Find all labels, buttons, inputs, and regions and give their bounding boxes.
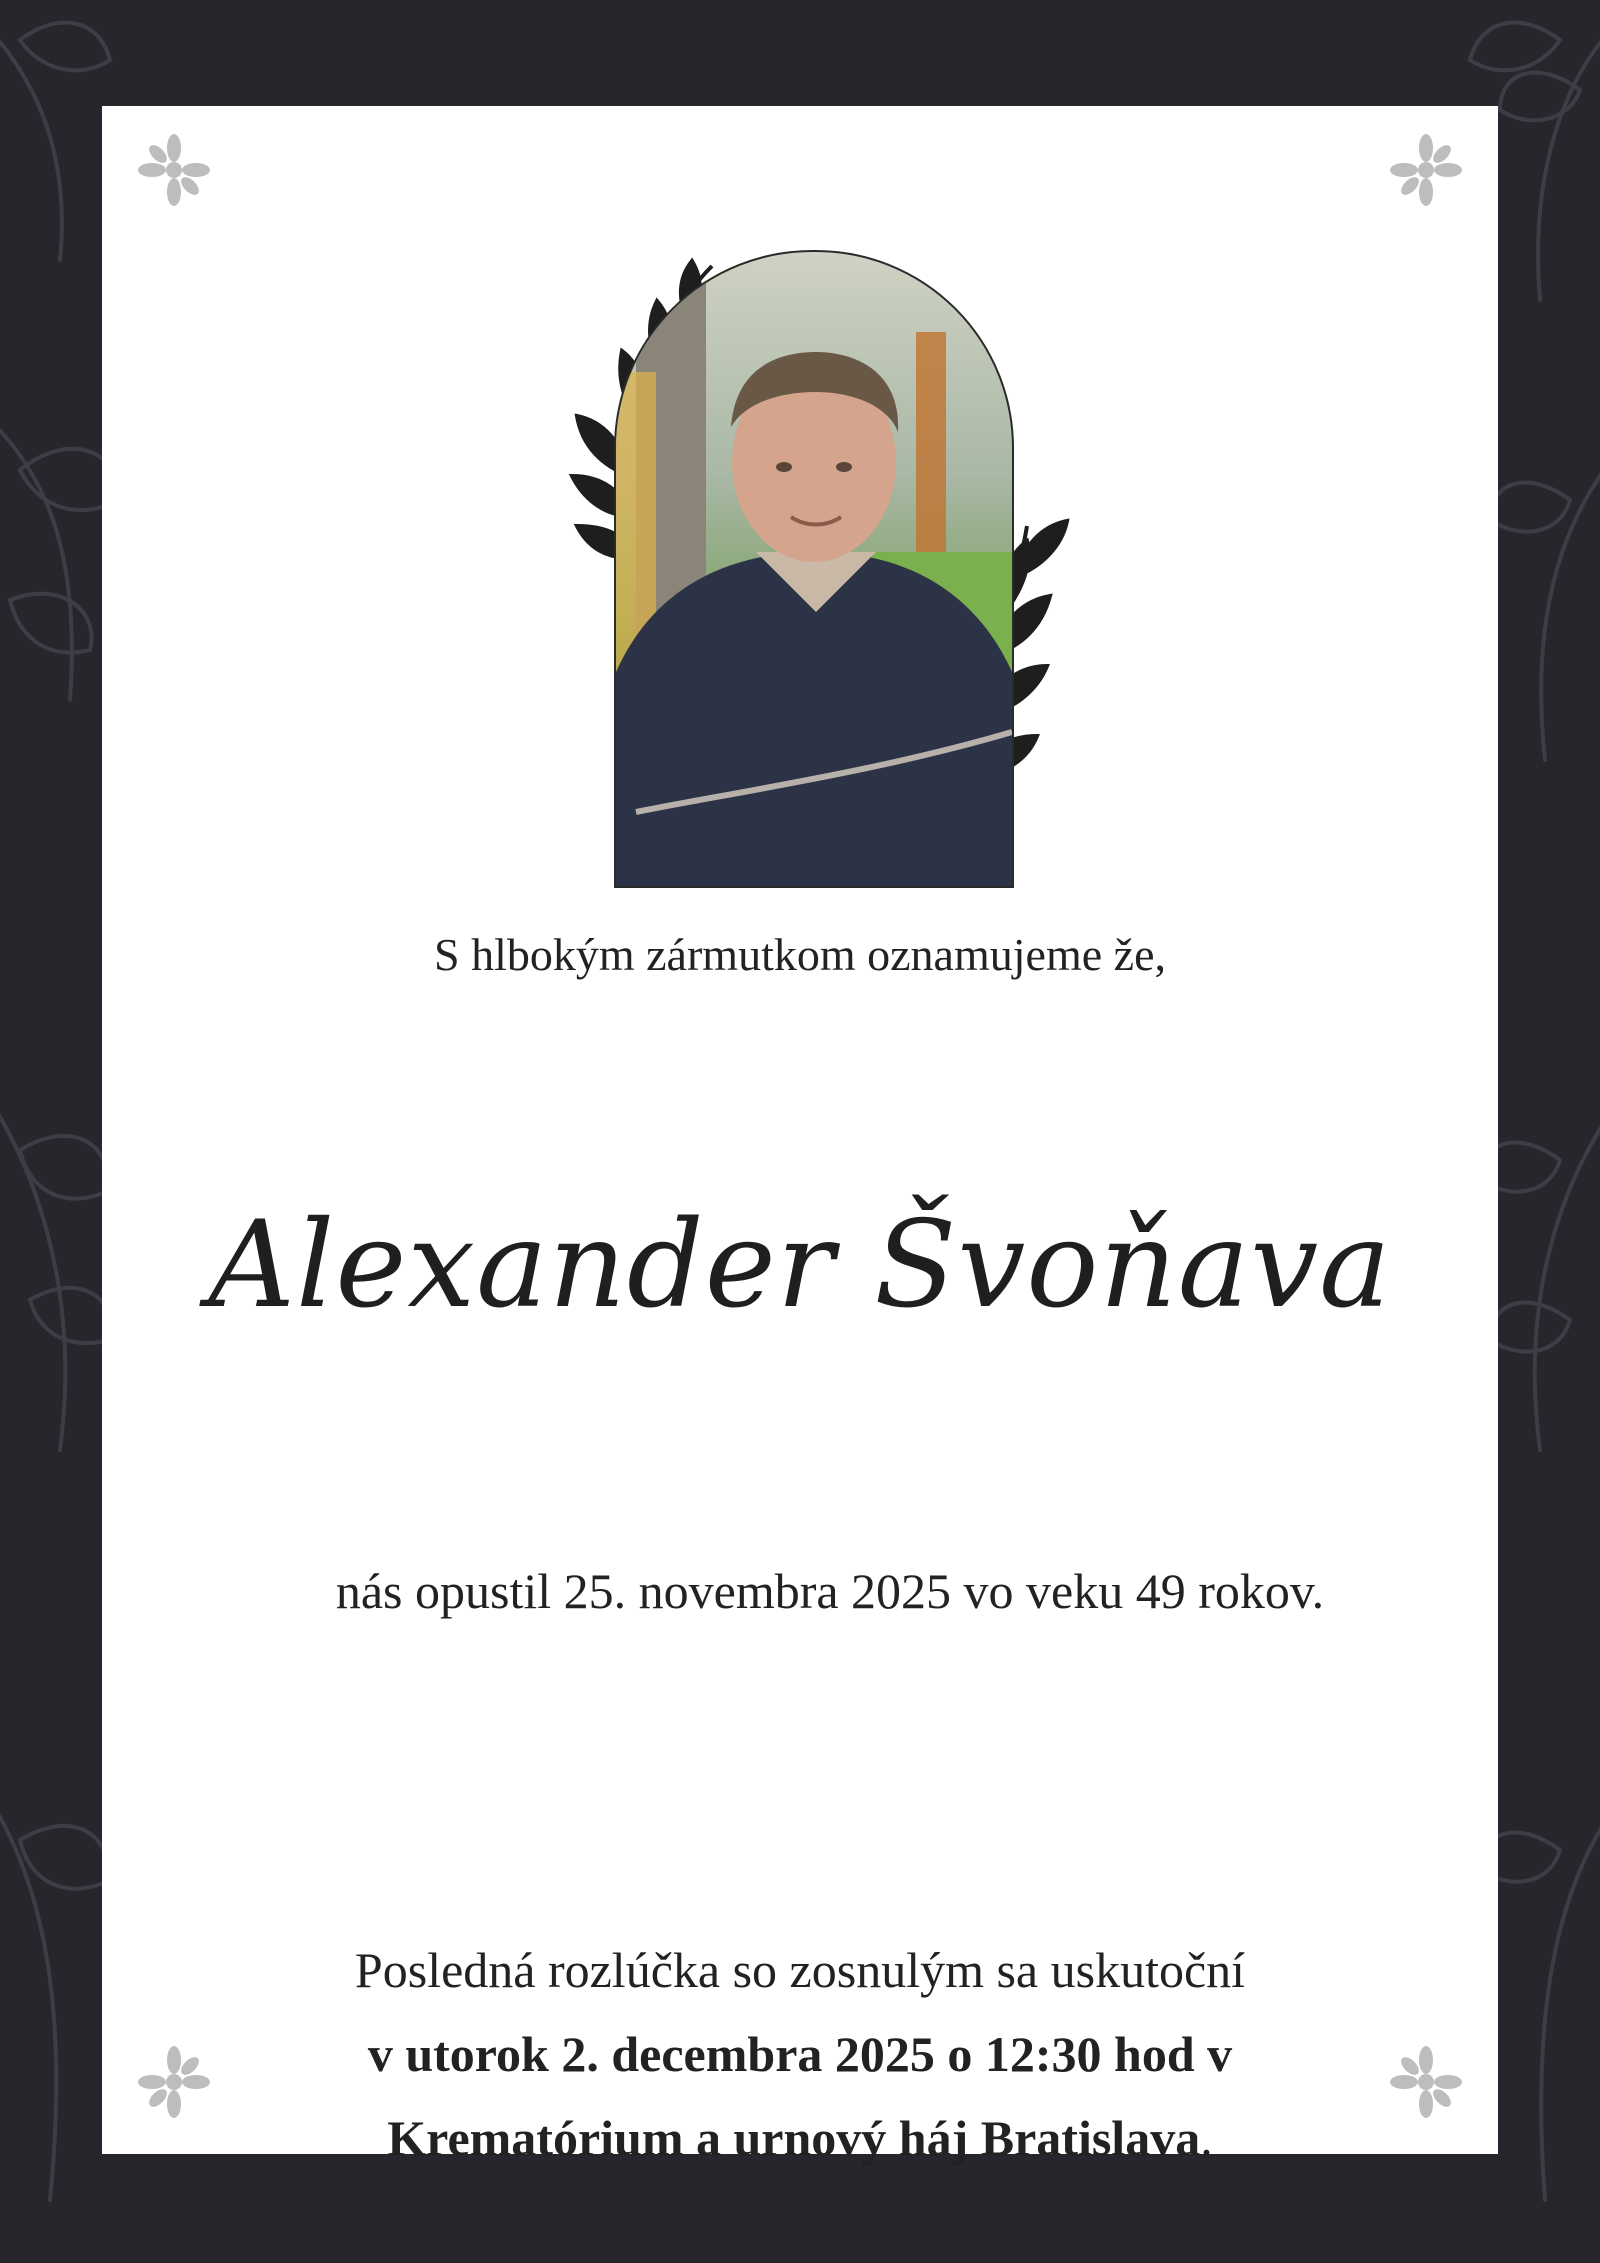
farewell-info xyxy=(102,1928,1498,2180)
deceased-photo xyxy=(614,250,1014,888)
farewell-line-1: Posledná rozlúčka so zosnulým sa uskutoční xyxy=(354,1942,1246,1998)
farewell-line-2: v utorok 2. decembra 2025 o 12:30 hod v xyxy=(367,2026,1233,2082)
portrait-frame xyxy=(522,176,1082,916)
portrait-illustration xyxy=(616,252,1012,886)
farewell-period: . xyxy=(1200,2110,1213,2166)
corner-ornament-icon xyxy=(1378,122,1474,218)
corner-ornament-icon xyxy=(126,122,222,218)
farewell-venue: Krematórium a urnový háj Bratislava xyxy=(387,2110,1201,2166)
notice-card xyxy=(102,106,1498,2166)
death-notice: nás opustil 25. novembra 2025 vo veku 49 rokov. xyxy=(335,1563,1325,1619)
farewell-line-3 xyxy=(102,2096,1498,2180)
intro-text: S hlbokým zármutkom oznamujeme že, xyxy=(434,929,1166,980)
deceased-name: Alexander Švoňava xyxy=(208,1196,1392,1335)
